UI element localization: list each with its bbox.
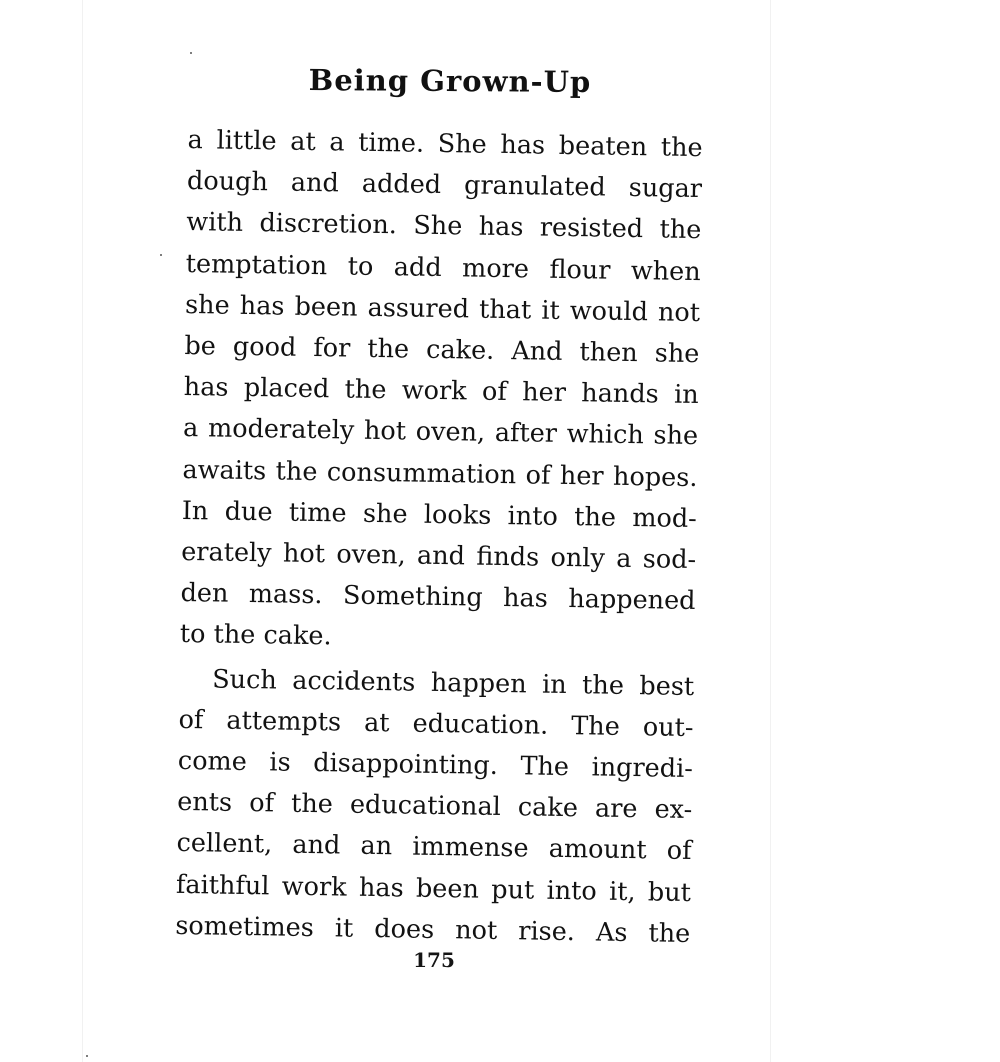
- text-line: Such accidents happen in the best: [211, 664, 695, 702]
- text-line: sometimes it does not rise. As the: [175, 910, 691, 949]
- text-line: to the cake.: [179, 619, 332, 652]
- text-line: ents of the educational cake are ex-: [177, 787, 693, 826]
- text-line: she has been assured that it would not: [184, 289, 701, 328]
- text-line: with discretion. She has resisted the: [186, 207, 702, 246]
- paragraph-2: [175, 659, 694, 955]
- text-line: dough and added granulated sugar: [186, 166, 703, 205]
- running-header: Being Grown-Up: [308, 63, 592, 99]
- text-line: a little at a time. She has beaten the: [187, 124, 703, 164]
- text-line: den mass. Something has happened: [180, 578, 696, 617]
- page-number: 175: [413, 948, 455, 972]
- text-line: be good for the cake. And then she: [184, 330, 700, 370]
- text-line: a moderately hot oven, after which she: [182, 413, 699, 452]
- text-line: erately hot oven, and finds only a sod-: [180, 536, 697, 576]
- scan-speck: [86, 1055, 88, 1057]
- text-line: In due time she looks into the mod-: [181, 495, 698, 534]
- scan-speck: [190, 52, 192, 54]
- text-line: of attempts at education. The out-: [178, 704, 694, 743]
- text-line: has placed the work of her hands in: [183, 372, 699, 411]
- text-line: temptation to add more flour when: [185, 248, 701, 287]
- text-line: awaits the consummation of her hopes.: [182, 454, 698, 493]
- scan-speck: [160, 254, 162, 256]
- text-line: cellent, and an immense amount of: [176, 828, 692, 867]
- scan-margin-line-left: [82, 0, 83, 1062]
- body-text: [175, 120, 703, 955]
- text-line: come is disappointing. The ingredi-: [177, 745, 694, 785]
- scan-margin-line-right: [770, 0, 771, 1062]
- text-line: faithful work has been put into it, but: [175, 869, 692, 908]
- paragraph-1: [180, 120, 703, 664]
